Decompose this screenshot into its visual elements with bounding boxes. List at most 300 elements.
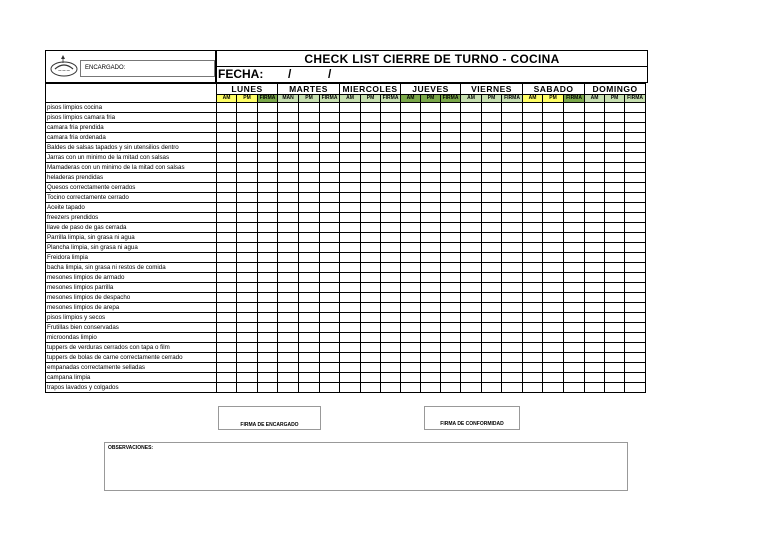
check-cell[interactable] [543,173,564,183]
check-cell[interactable] [421,263,441,273]
check-cell[interactable] [258,353,278,363]
check-cell[interactable] [258,363,278,373]
check-cell[interactable] [605,383,625,393]
check-cell[interactable] [361,233,381,243]
check-cell[interactable] [585,133,605,143]
check-cell[interactable] [564,133,585,143]
check-cell[interactable] [441,233,461,243]
check-cell[interactable] [441,223,461,233]
check-cell[interactable] [441,363,461,373]
check-cell[interactable] [278,323,299,333]
check-cell[interactable] [605,233,625,243]
check-cell[interactable] [543,293,564,303]
check-cell[interactable] [217,243,237,253]
check-cell[interactable] [502,363,523,373]
check-cell[interactable] [361,373,381,383]
check-cell[interactable] [461,343,482,353]
check-cell[interactable] [401,223,421,233]
check-cell[interactable] [605,293,625,303]
check-cell[interactable] [217,303,237,313]
check-cell[interactable] [523,123,543,133]
check-cell[interactable] [543,263,564,273]
check-cell[interactable] [401,323,421,333]
check-cell[interactable] [258,293,278,303]
check-cell[interactable] [237,353,258,363]
check-cell[interactable] [543,343,564,353]
check-cell[interactable] [299,273,320,283]
check-cell[interactable] [461,153,482,163]
check-cell[interactable] [482,243,502,253]
check-cell[interactable] [543,193,564,203]
check-cell[interactable] [278,313,299,323]
check-cell[interactable] [278,113,299,123]
check-cell[interactable] [564,163,585,173]
check-cell[interactable] [543,303,564,313]
check-cell[interactable] [523,233,543,243]
check-cell[interactable] [421,243,441,253]
check-cell[interactable] [502,283,523,293]
check-cell[interactable] [585,223,605,233]
check-cell[interactable] [320,143,340,153]
encargado-field[interactable] [80,60,215,77]
check-cell[interactable] [441,293,461,303]
check-cell[interactable] [340,383,361,393]
check-cell[interactable] [502,243,523,253]
check-cell[interactable] [258,383,278,393]
check-cell[interactable] [482,383,502,393]
check-cell[interactable] [237,363,258,373]
check-cell[interactable] [523,333,543,343]
check-cell[interactable] [564,283,585,293]
check-cell[interactable] [381,103,401,113]
check-cell[interactable] [441,133,461,143]
check-cell[interactable] [217,383,237,393]
check-cell[interactable] [625,273,646,283]
check-cell[interactable] [381,233,401,243]
check-cell[interactable] [441,213,461,223]
check-cell[interactable] [421,163,441,173]
check-cell[interactable] [401,113,421,123]
check-cell[interactable] [461,193,482,203]
check-cell[interactable] [482,183,502,193]
check-cell[interactable] [461,213,482,223]
check-cell[interactable] [361,183,381,193]
check-cell[interactable] [299,323,320,333]
check-cell[interactable] [401,353,421,363]
check-cell[interactable] [361,243,381,253]
check-cell[interactable] [585,233,605,243]
check-cell[interactable] [523,173,543,183]
check-cell[interactable] [237,283,258,293]
check-cell[interactable] [340,363,361,373]
check-cell[interactable] [320,303,340,313]
check-cell[interactable] [299,213,320,223]
check-cell[interactable] [258,303,278,313]
check-cell[interactable] [401,333,421,343]
check-cell[interactable] [625,123,646,133]
check-cell[interactable] [441,253,461,263]
check-cell[interactable] [237,123,258,133]
check-cell[interactable] [381,363,401,373]
check-cell[interactable] [320,253,340,263]
check-cell[interactable] [523,203,543,213]
check-cell[interactable] [585,173,605,183]
check-cell[interactable] [217,273,237,283]
check-cell[interactable] [482,283,502,293]
check-cell[interactable] [401,133,421,143]
check-cell[interactable] [605,133,625,143]
check-cell[interactable] [441,313,461,323]
check-cell[interactable] [278,143,299,153]
check-cell[interactable] [441,283,461,293]
check-cell[interactable] [258,273,278,283]
check-cell[interactable] [605,213,625,223]
check-cell[interactable] [340,213,361,223]
check-cell[interactable] [237,153,258,163]
check-cell[interactable] [461,263,482,273]
check-cell[interactable] [401,213,421,223]
check-cell[interactable] [381,283,401,293]
check-cell[interactable] [502,133,523,143]
check-cell[interactable] [278,363,299,373]
check-cell[interactable] [381,143,401,153]
check-cell[interactable] [278,383,299,393]
check-cell[interactable] [299,123,320,133]
check-cell[interactable] [523,153,543,163]
check-cell[interactable] [585,353,605,363]
check-cell[interactable] [441,373,461,383]
check-cell[interactable] [482,123,502,133]
check-cell[interactable] [278,303,299,313]
check-cell[interactable] [543,243,564,253]
check-cell[interactable] [421,373,441,383]
check-cell[interactable] [401,203,421,213]
check-cell[interactable] [625,163,646,173]
check-cell[interactable] [625,153,646,163]
check-cell[interactable] [217,113,237,123]
check-cell[interactable] [237,143,258,153]
check-cell[interactable] [523,273,543,283]
check-cell[interactable] [217,103,237,113]
check-cell[interactable] [482,313,502,323]
check-cell[interactable] [278,173,299,183]
check-cell[interactable] [340,103,361,113]
check-cell[interactable] [461,113,482,123]
check-cell[interactable] [523,373,543,383]
check-cell[interactable] [299,253,320,263]
check-cell[interactable] [340,353,361,363]
check-cell[interactable] [543,273,564,283]
check-cell[interactable] [605,333,625,343]
check-cell[interactable] [502,293,523,303]
check-cell[interactable] [564,153,585,163]
check-cell[interactable] [258,333,278,343]
check-cell[interactable] [258,123,278,133]
check-cell[interactable] [381,323,401,333]
check-cell[interactable] [258,133,278,143]
check-cell[interactable] [401,273,421,283]
check-cell[interactable] [421,133,441,143]
check-cell[interactable] [564,103,585,113]
check-cell[interactable] [237,103,258,113]
check-cell[interactable] [278,293,299,303]
check-cell[interactable] [523,163,543,173]
check-cell[interactable] [482,223,502,233]
check-cell[interactable] [217,343,237,353]
check-cell[interactable] [421,293,441,303]
check-cell[interactable] [605,203,625,213]
check-cell[interactable] [482,233,502,243]
check-cell[interactable] [299,333,320,343]
check-cell[interactable] [605,243,625,253]
check-cell[interactable] [585,333,605,343]
check-cell[interactable] [625,243,646,253]
check-cell[interactable] [340,133,361,143]
check-cell[interactable] [421,383,441,393]
check-cell[interactable] [605,153,625,163]
check-cell[interactable] [299,223,320,233]
check-cell[interactable] [320,353,340,363]
check-cell[interactable] [441,353,461,363]
check-cell[interactable] [237,373,258,383]
check-cell[interactable] [299,133,320,143]
check-cell[interactable] [258,153,278,163]
check-cell[interactable] [461,363,482,373]
check-cell[interactable] [401,243,421,253]
check-cell[interactable] [381,113,401,123]
check-cell[interactable] [258,373,278,383]
check-cell[interactable] [340,233,361,243]
check-cell[interactable] [217,293,237,303]
check-cell[interactable] [401,153,421,163]
check-cell[interactable] [441,143,461,153]
check-cell[interactable] [299,353,320,363]
check-cell[interactable] [441,183,461,193]
check-cell[interactable] [605,113,625,123]
check-cell[interactable] [523,283,543,293]
check-cell[interactable] [278,163,299,173]
check-cell[interactable] [523,303,543,313]
check-cell[interactable] [523,383,543,393]
check-cell[interactable] [564,193,585,203]
check-cell[interactable] [217,233,237,243]
check-cell[interactable] [502,253,523,263]
check-cell[interactable] [585,383,605,393]
check-cell[interactable] [217,123,237,133]
check-cell[interactable] [482,193,502,203]
check-cell[interactable] [605,313,625,323]
observaciones-box[interactable] [104,442,628,491]
check-cell[interactable] [401,263,421,273]
check-cell[interactable] [625,263,646,273]
check-cell[interactable] [585,103,605,113]
check-cell[interactable] [625,313,646,323]
check-cell[interactable] [461,283,482,293]
check-cell[interactable] [564,243,585,253]
check-cell[interactable] [278,103,299,113]
check-cell[interactable] [482,363,502,373]
check-cell[interactable] [564,203,585,213]
check-cell[interactable] [381,333,401,343]
check-cell[interactable] [585,143,605,153]
check-cell[interactable] [461,183,482,193]
check-cell[interactable] [421,203,441,213]
check-cell[interactable] [361,363,381,373]
check-cell[interactable] [340,203,361,213]
check-cell[interactable] [217,203,237,213]
check-cell[interactable] [278,283,299,293]
check-cell[interactable] [461,333,482,343]
check-cell[interactable] [401,173,421,183]
check-cell[interactable] [258,113,278,123]
check-cell[interactable] [320,283,340,293]
check-cell[interactable] [361,283,381,293]
check-cell[interactable] [237,253,258,263]
check-cell[interactable] [340,303,361,313]
check-cell[interactable] [421,303,441,313]
check-cell[interactable] [523,113,543,123]
check-cell[interactable] [237,243,258,253]
check-cell[interactable] [585,203,605,213]
check-cell[interactable] [381,203,401,213]
check-cell[interactable] [482,113,502,123]
check-cell[interactable] [523,223,543,233]
check-cell[interactable] [320,153,340,163]
check-cell[interactable] [278,123,299,133]
check-cell[interactable] [564,233,585,243]
check-cell[interactable] [299,203,320,213]
check-cell[interactable] [441,333,461,343]
firma-encargado-box[interactable] [218,406,321,430]
check-cell[interactable] [461,243,482,253]
firma-conformidad-box[interactable] [424,406,520,430]
check-cell[interactable] [421,363,441,373]
check-cell[interactable] [523,323,543,333]
check-cell[interactable] [258,173,278,183]
check-cell[interactable] [217,193,237,203]
check-cell[interactable] [564,123,585,133]
check-cell[interactable] [361,343,381,353]
check-cell[interactable] [320,103,340,113]
check-cell[interactable] [299,373,320,383]
check-cell[interactable] [278,263,299,273]
check-cell[interactable] [625,353,646,363]
check-cell[interactable] [278,273,299,283]
check-cell[interactable] [564,213,585,223]
check-cell[interactable] [381,253,401,263]
check-cell[interactable] [625,143,646,153]
check-cell[interactable] [564,383,585,393]
check-cell[interactable] [258,203,278,213]
check-cell[interactable] [381,263,401,273]
check-cell[interactable] [258,143,278,153]
check-cell[interactable] [543,323,564,333]
check-cell[interactable] [441,123,461,133]
check-cell[interactable] [401,373,421,383]
check-cell[interactable] [502,383,523,393]
check-cell[interactable] [605,343,625,353]
check-cell[interactable] [482,103,502,113]
check-cell[interactable] [441,163,461,173]
check-cell[interactable] [299,113,320,123]
check-cell[interactable] [299,103,320,113]
check-cell[interactable] [625,113,646,123]
check-cell[interactable] [320,193,340,203]
check-cell[interactable] [564,373,585,383]
check-cell[interactable] [258,213,278,223]
check-cell[interactable] [461,103,482,113]
check-cell[interactable] [340,293,361,303]
check-cell[interactable] [502,103,523,113]
check-cell[interactable] [461,163,482,173]
check-cell[interactable] [625,213,646,223]
check-cell[interactable] [421,123,441,133]
check-cell[interactable] [361,323,381,333]
check-cell[interactable] [258,243,278,253]
check-cell[interactable] [502,373,523,383]
check-cell[interactable] [237,223,258,233]
check-cell[interactable] [625,373,646,383]
check-cell[interactable] [258,253,278,263]
check-cell[interactable] [482,353,502,363]
check-cell[interactable] [461,233,482,243]
check-cell[interactable] [625,383,646,393]
check-cell[interactable] [237,213,258,223]
check-cell[interactable] [340,323,361,333]
check-cell[interactable] [401,123,421,133]
check-cell[interactable] [461,223,482,233]
check-cell[interactable] [421,333,441,343]
check-cell[interactable] [381,353,401,363]
check-cell[interactable] [320,243,340,253]
check-cell[interactable] [401,283,421,293]
check-cell[interactable] [299,263,320,273]
check-cell[interactable] [320,263,340,273]
check-cell[interactable] [237,163,258,173]
check-cell[interactable] [381,273,401,283]
check-cell[interactable] [361,143,381,153]
check-cell[interactable] [421,253,441,263]
check-cell[interactable] [502,123,523,133]
check-cell[interactable] [564,143,585,153]
check-cell[interactable] [320,373,340,383]
check-cell[interactable] [461,373,482,383]
check-cell[interactable] [585,193,605,203]
check-cell[interactable] [361,213,381,223]
check-cell[interactable] [361,253,381,263]
check-cell[interactable] [502,183,523,193]
check-cell[interactable] [585,343,605,353]
check-cell[interactable] [340,253,361,263]
check-cell[interactable] [543,373,564,383]
check-cell[interactable] [461,323,482,333]
check-cell[interactable] [523,213,543,223]
check-cell[interactable] [299,243,320,253]
check-cell[interactable] [625,343,646,353]
check-cell[interactable] [585,123,605,133]
check-cell[interactable] [605,173,625,183]
check-cell[interactable] [482,133,502,143]
check-cell[interactable] [605,143,625,153]
check-cell[interactable] [320,123,340,133]
check-cell[interactable] [237,183,258,193]
check-cell[interactable] [237,193,258,203]
check-cell[interactable] [237,203,258,213]
check-cell[interactable] [543,333,564,343]
check-cell[interactable] [441,273,461,283]
check-cell[interactable] [258,263,278,273]
check-cell[interactable] [482,163,502,173]
